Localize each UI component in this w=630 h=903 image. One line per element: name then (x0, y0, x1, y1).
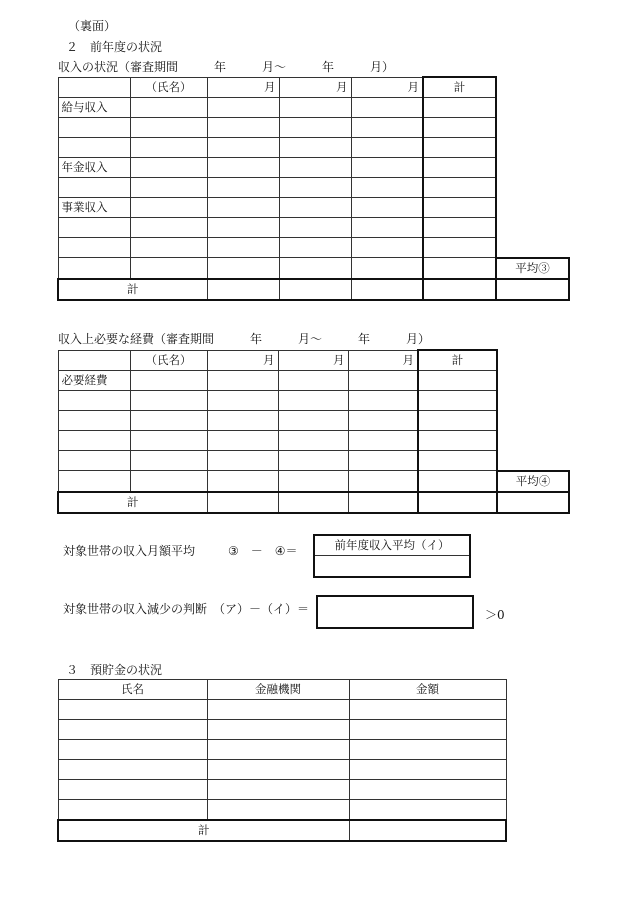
table-row (58, 700, 506, 720)
savings-header-bank: 金融機関 (207, 680, 349, 700)
income-header-month-3: 月 (351, 77, 423, 98)
table-row (58, 720, 506, 740)
table-row (58, 820, 506, 841)
expense-header-month-1: 月 (207, 350, 278, 371)
income-table (57, 76, 570, 301)
previous-year-average-box (313, 534, 471, 578)
section2-title: ２ 前年度の状況 (66, 40, 163, 54)
expense-header-total: 計 (418, 350, 497, 371)
expense-header-name: （氏名） (130, 350, 207, 371)
table-row (58, 238, 569, 258)
table-row (58, 218, 569, 238)
table-row (58, 800, 506, 821)
greater-than-zero: ＞0 (485, 608, 505, 622)
income-header-name: （氏名） (130, 77, 207, 98)
table-row (58, 371, 569, 391)
table-row (58, 118, 569, 138)
table-row (58, 780, 506, 800)
expense-header-month-2: 月 (278, 350, 348, 371)
table-row (58, 279, 569, 300)
income-row-business: 事業収入 (58, 198, 130, 218)
back-side-label: （裏面） (68, 19, 117, 33)
savings-header-name: 氏名 (58, 680, 207, 700)
table-row (58, 98, 569, 118)
savings-header-amount: 金額 (349, 680, 506, 700)
income-header-month-1: 月 (207, 77, 279, 98)
table-row (58, 391, 569, 411)
income-row-salary: 給与収入 (58, 98, 130, 118)
income-decrease-box (316, 595, 474, 629)
savings-total-label: 計 (58, 820, 349, 841)
table-row (58, 198, 569, 218)
table-row (58, 77, 569, 98)
income-header-total: 計 (423, 77, 496, 98)
monthly-average-label: 対象世帯の収入月額平均 (63, 544, 196, 558)
income-decrease-label: 対象世帯の収入減少の判断 （ア）－（イ）＝ (63, 602, 310, 616)
table-row (58, 138, 569, 158)
income-average-label: 平均③ (496, 258, 569, 279)
table-row (58, 178, 569, 198)
table-row (58, 680, 506, 700)
table-row (58, 492, 569, 513)
formula-text: ③ － ④＝ (228, 544, 298, 558)
expense-total-label: 計 (58, 492, 207, 513)
previous-year-average-label: 前年度収入平均（イ） (315, 536, 469, 556)
savings-table (57, 679, 507, 842)
expense-table (57, 349, 570, 514)
table-row (58, 471, 569, 492)
expense-header-month-3: 月 (348, 350, 418, 371)
income-total-label: 計 (58, 279, 207, 300)
table-row (58, 760, 506, 780)
section3-title: ３ 預貯金の状況 (66, 663, 163, 677)
expense-row-expense: 必要経費 (58, 371, 130, 391)
table-row (58, 451, 569, 471)
table-row (58, 158, 569, 178)
table-row (58, 350, 569, 371)
income-row-pension: 年金収入 (58, 158, 130, 178)
income-section-title: 収入の状況（審査期間 年 月～ 年 月） (58, 60, 395, 74)
expense-average-label: 平均④ (497, 471, 569, 492)
table-row (58, 740, 506, 760)
table-row (58, 411, 569, 431)
expense-section-title: 収入上必要な経費（審査期間 年 月～ 年 月） (58, 332, 431, 346)
table-row (58, 258, 569, 279)
income-header-month-2: 月 (279, 77, 351, 98)
table-row (58, 431, 569, 451)
